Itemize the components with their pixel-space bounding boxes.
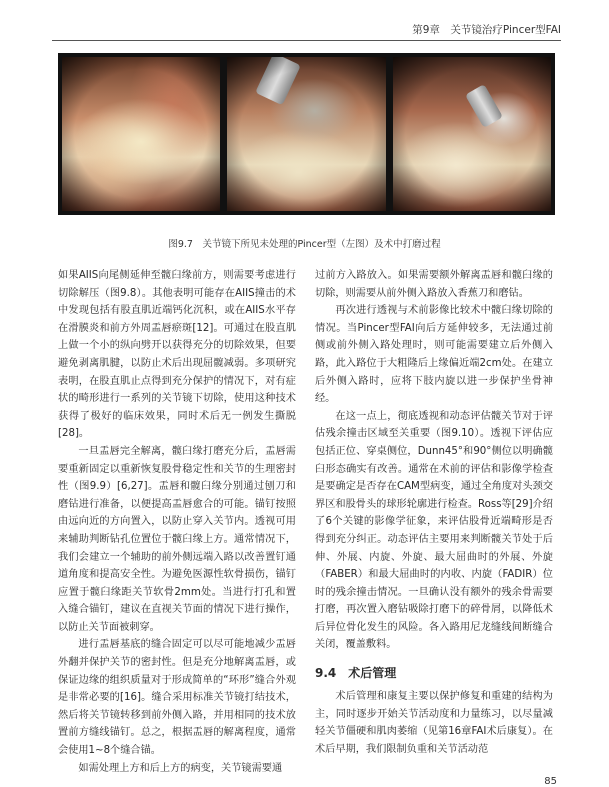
arthroscopy-image-left (62, 57, 220, 211)
page-number: 85 (544, 776, 557, 787)
chapter-header: 第9章 关节镜治疗Pincer型FAI (412, 24, 561, 36)
section-title: 9.4 术后管理 (315, 666, 397, 681)
paragraph: 术后管理和康复主要以保护修复和重建的结构为主，同时逐步开始关节活动度和力量练习，以尽量减轻关节僵硬和肌肉萎缩（见第16章FAI术后康复）。在术后早期，我们限制负重和关节活动范 (315, 691, 553, 755)
header-rule (52, 40, 561, 41)
arthroscopy-image-right (393, 57, 551, 211)
paragraph: 如果AIIS向尾侧延伸至髋臼缘前方，则需要考虑进行切除解压（图9.8）。其他表明可能存在AIIS撞击的术中发现包括有股直肌近端钙化沉积，或在AIIS水平存在滑膜炎和前方外周盂唇瘀斑[12]。可通过在股直肌上做一个小的纵向劈开以获得充分的切除效果，但要避免剥离肌腱，以防止术后出现屈髋减弱。多项研究表明，在股直肌止点得到充分保护的情况下，对有症状的畸形进行一系列的关节镜下切除，使用这种技术获得了极好的临床效果，同时术后无一例发生撕脱[28]。 (58, 270, 296, 440)
paragraph: 过前方入路放入。如果需要额外解离盂唇和髋臼缘的切除，则需要从前外侧入路放入香蕉刀和磨钻。 (315, 270, 553, 299)
left-column (58, 267, 296, 777)
right-column (315, 267, 553, 758)
paragraph: 如需处理上方和后上方的病变，关节镜需要通 (78, 762, 283, 774)
paragraph: 再次进行透视与术前影像比较术中髋臼缘切除的情况。当Pincer型FAI向后方延伸较多，无法通过前侧或前外侧入路处理时，则可能需要建立后外侧入路，此入路位于大粗隆后上缘偏近端2cm处。在建立后外侧入路时，应将下肢内旋以进一步保护坐骨神经。 (315, 305, 553, 405)
paragraph: 一旦盂唇完全解离，髋臼缘打磨充分后，盂唇需要重新固定以重新恢复股骨稳定性和关节的生理密封性（图9.9）[6,27]。盂唇和髋臼缘分别通过刨刀和磨钻进行准备，以便提高盂唇愈合的可能。锚钉按照由远向近的方向置入，以防止穿入关节内。透视可用来辅助判断钻孔位置位于髋臼缘上方。通常情况下，我们会建立一个辅助的前外侧远端入路以改善置钉通道角度和提高安全性。为避免医源性软骨损伤，锚钉应置于髋臼缘距关节软骨2mm处。当进行打孔和置入缝合锚钉，建议在直视关节面的情况下进行操作，以防止关节面被刺穿。 (58, 445, 296, 633)
paragraph: 进行盂唇基底的缝合固定可以尽可能地减少盂唇外翻并保护关节的密封性。但是充分地解离盂唇，或保证边缘的组织质量对于形成简单的“环形”缝合外观是非常必要的[16]。缝合采用标准关节镜打结技术，然后将关节镜转移到前外侧入路，并用相同的技术放置前方缝线锚钉。总之，根据盂唇的解离程度，通常会使用1~8个缝合锚。 (58, 639, 296, 757)
figure-caption: 图9.7 关节镜下所见未处理的Pincer型（左图）及术中打磨过程 (168, 239, 441, 250)
paragraph: 在这一点上，彻底透视和动态评估髋关节对于评估残余撞击区域至关重要（图9.10）。透视下评估应包括正位、穿桌侧位，Dunn45°和90°侧位以明确髋臼形态确实有改善。通常在术前的评估和影像学检查是要确定是否存在CAM型病变，通过全角度对头颈交界区和股骨头的球形轮廓进行检查。Ross等[29]介绍了6个关键的影像学征象，来评估股骨近端畸形是否得到充分纠正。动态评估主要用来判断髋关节处于后伸、外展、内旋、外旋、最大屈曲时的外展、外旋（FABER）和最大屈曲时的内收、内旋（FADIR）位时的残余撞击情况。一旦确认没有额外的残余骨需要打磨，再次置入磨钻吸除打磨下的碎骨屑，以降低术后异位骨化发生的风险。各入路用尼龙缝线间断缝合关闭，覆盖敷料。 (315, 410, 553, 651)
figure-9-7 (58, 53, 555, 215)
arthroscopy-image-middle (227, 57, 385, 211)
